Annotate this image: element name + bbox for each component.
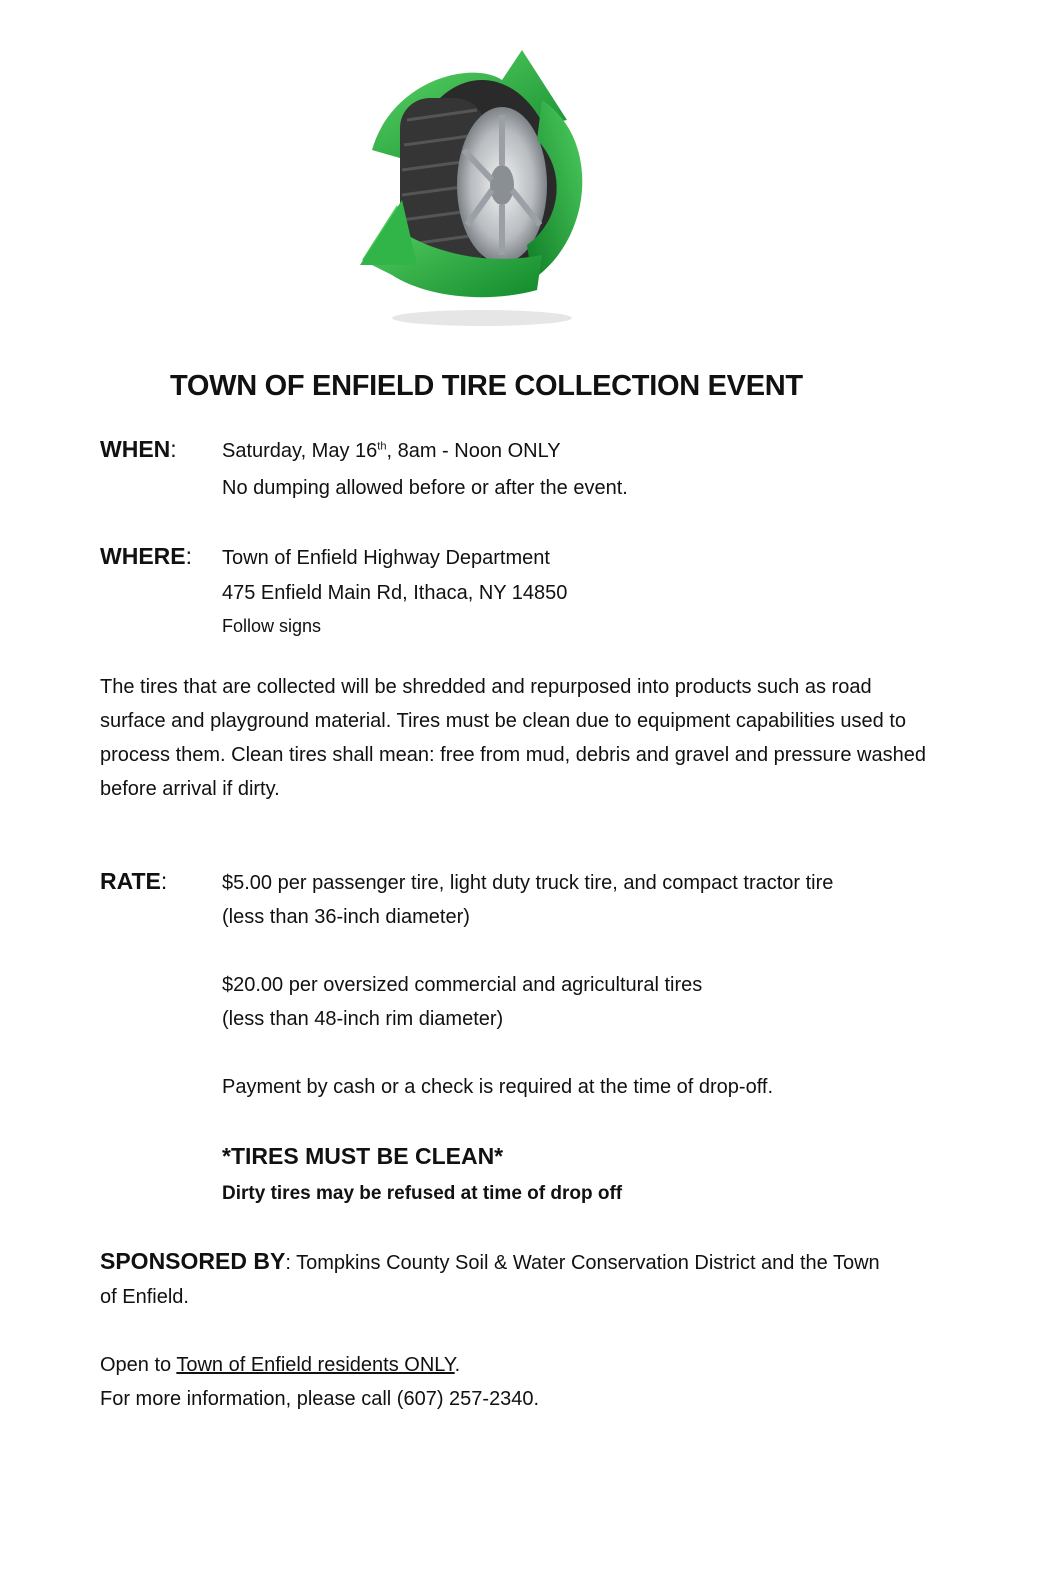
- description: The tires that are collected will be shredded and repurposed into products such as road surface and playground material. Tires must be clean due to equipment capabilities used to process them. Clean tires shall mean: free from mud, debris and gravel and pressure washed before arrival if dirty.: [100, 676, 926, 800]
- clean-warning: *TIRES MUST BE CLEAN*: [222, 1143, 504, 1169]
- when-label: WHEN:: [100, 436, 177, 462]
- rate-item2-line2: (less than 48-inch rim diameter): [222, 1008, 504, 1030]
- where-line3: Follow signs: [222, 616, 322, 636]
- where-label: WHERE:: [100, 543, 193, 569]
- where-line1: Town of Enfield Highway Department: [222, 547, 550, 569]
- residents-only: Town of Enfield residents ONLY: [176, 1354, 455, 1376]
- tire-recycle-icon: [352, 40, 612, 330]
- when-note: No dumping allowed before or after the event.: [222, 477, 628, 499]
- where-line2: 475 Enfield Main Rd, Ithaca, NY 14850: [222, 582, 568, 604]
- rate-payment: Payment by cash or a check is required at the time of drop-off.: [222, 1076, 774, 1098]
- rate-label: RATE:: [100, 868, 168, 894]
- rate-item2-line1: $20.00 per oversized commercial and agricultural tires: [222, 974, 703, 996]
- more-info: For more information, please call (607) 257-2340.: [100, 1388, 540, 1410]
- when-date: Saturday, May 16th, 8am - Noon ONLY: [222, 440, 561, 462]
- sponsored-by: SPONSORED BY: Tompkins County Soil & Water Conservation District and the Town of Enfield.: [100, 1248, 880, 1308]
- rate-item1-line2: (less than 36-inch diameter): [222, 906, 470, 928]
- page-title: TOWN OF ENFIELD TIRE COLLECTION EVENT: [170, 370, 803, 402]
- rate-item1-line1: $5.00 per passenger tire, light duty truck tire, and compact tractor tire: [222, 872, 834, 894]
- clean-warning-sub: Dirty tires may be refused at time of drop off: [222, 1183, 623, 1204]
- open-to: Open to Town of Enfield residents ONLY.: [100, 1354, 461, 1376]
